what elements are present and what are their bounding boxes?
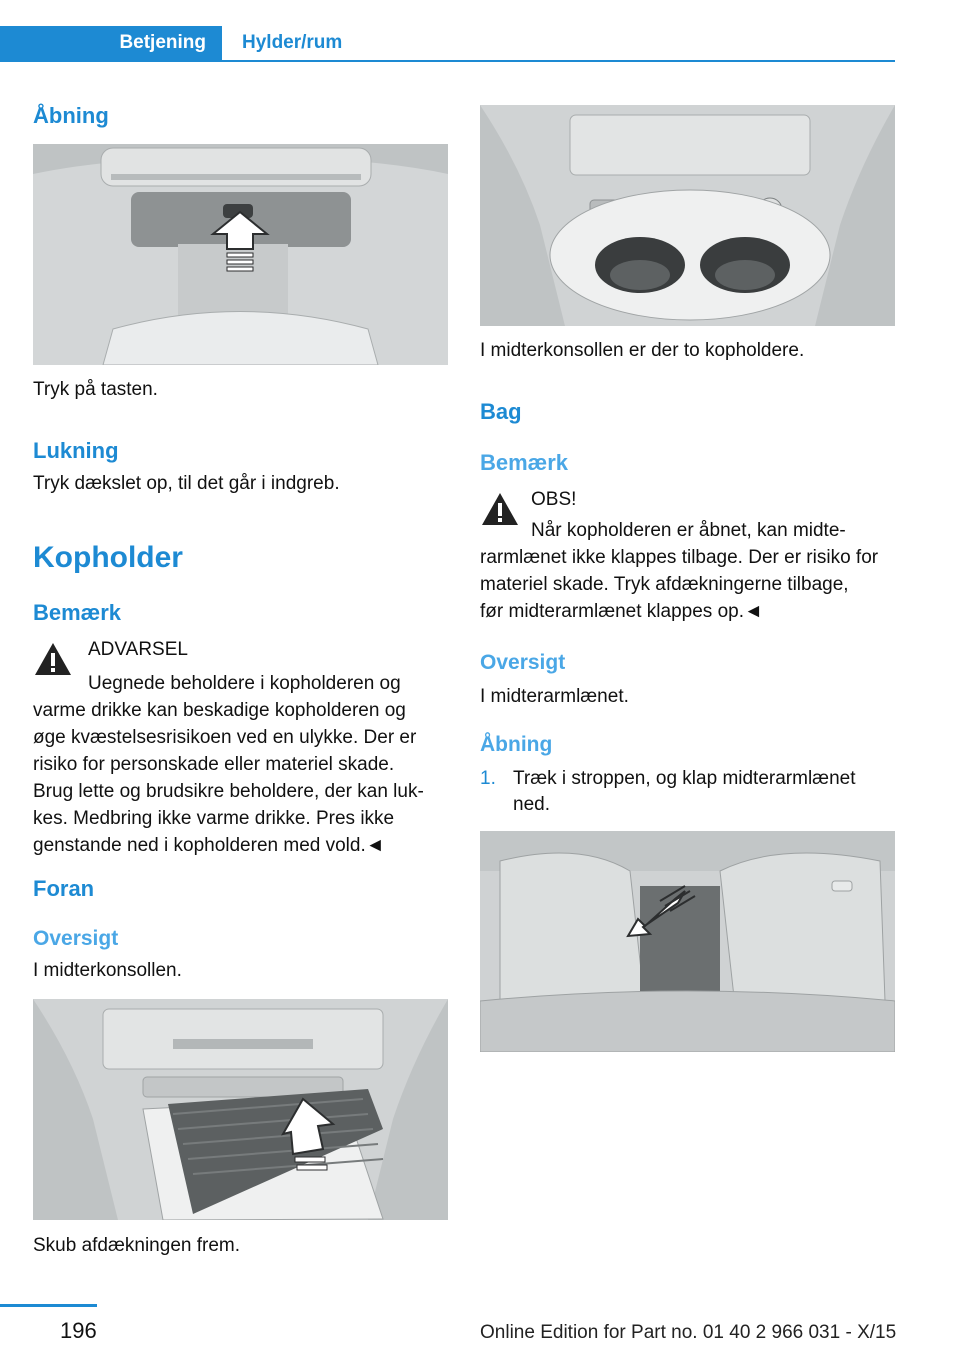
page-number: 196 (60, 1318, 97, 1343)
heading-bemaerk-right: Bemærk (480, 450, 569, 475)
caption-skub: Skub afdækningen frem. (33, 1235, 241, 1256)
tab-hylder-rum[interactable]: Hylder/rum (242, 32, 343, 53)
warning-line: Brug lette og brudsikre beholdere, der kan luk- (33, 781, 424, 802)
image-armrest (480, 831, 895, 1052)
heading-bemaerk-left: Bemærk (33, 600, 122, 625)
image-front-button (33, 144, 448, 365)
warning-line: kes. Medbring ikke varme drikke. Pres ikke (33, 808, 395, 829)
text-oversigt-right: I midterarmlænet. (480, 686, 629, 707)
header-rule (0, 60, 895, 62)
caption-two-cupholders: I midterkonsollen er der to kopholdere. (480, 340, 805, 361)
warning-line: før midterarmlænet klappes op.◄ (480, 601, 763, 622)
step-text-line2: ned. (513, 794, 550, 815)
warning-title-advarsel: ADVARSEL (88, 639, 188, 660)
heading-foran: Foran (33, 876, 95, 901)
warning-title-obs: OBS! (531, 489, 577, 510)
warning-text-advarsel (33, 697, 453, 859)
step-number: 1. (480, 768, 496, 789)
text-lukning: Tryk dækslet op, til det går i indgreb. (33, 473, 340, 494)
warning-line: genstande ned i kopholderen med vold.◄ (33, 835, 385, 856)
page-header (0, 0, 960, 64)
heading-oversigt-left: Oversigt (33, 927, 119, 950)
warning-line: risiko for personskade eller materiel skade. (33, 754, 395, 775)
warning-text-obs (480, 544, 905, 625)
heading-bag: Bag (480, 399, 522, 424)
caption-tryk: Tryk på tasten. (33, 379, 158, 400)
image-cover-slide (33, 999, 448, 1220)
heading-oversigt-right: Oversigt (480, 651, 566, 674)
heading-lukning: Lukning (33, 438, 119, 463)
warning-line: materiel skade. Tryk afdækningerne tilbage, (480, 574, 849, 595)
heading-aabning-right: Åbning (480, 733, 553, 756)
image-two-cupholders (480, 105, 895, 326)
footer-rule (0, 1304, 97, 1307)
warning-icon (33, 641, 73, 677)
warning-line: rarmlænet ikke klappes tilbage. Der er risiko for (480, 547, 879, 568)
tab-betjening[interactable]: Betjening (0, 26, 222, 60)
warning-text-first-line: Uegnede beholdere i kopholderen og (88, 673, 401, 694)
warning-line: øge kvæstelsesrisikoen ved en ulykke. Der er (33, 727, 417, 748)
warning-line: varme drikke kan beskadige kopholderen og (33, 700, 406, 721)
warning-text-first-line: Når kopholderen er åbnet, kan midte- (531, 520, 846, 541)
footer-edition: Online Edition for Part no. 01 40 2 966 031 - X/15 (480, 1322, 897, 1343)
text-oversigt-left: I midterkonsollen. (33, 960, 182, 981)
heading-kopholder: Kopholder (33, 541, 183, 574)
step-text-line1: Træk i stroppen, og klap midterarmlænet (513, 768, 856, 789)
warning-icon (480, 491, 520, 527)
heading-aabning: Åbning (33, 103, 109, 128)
